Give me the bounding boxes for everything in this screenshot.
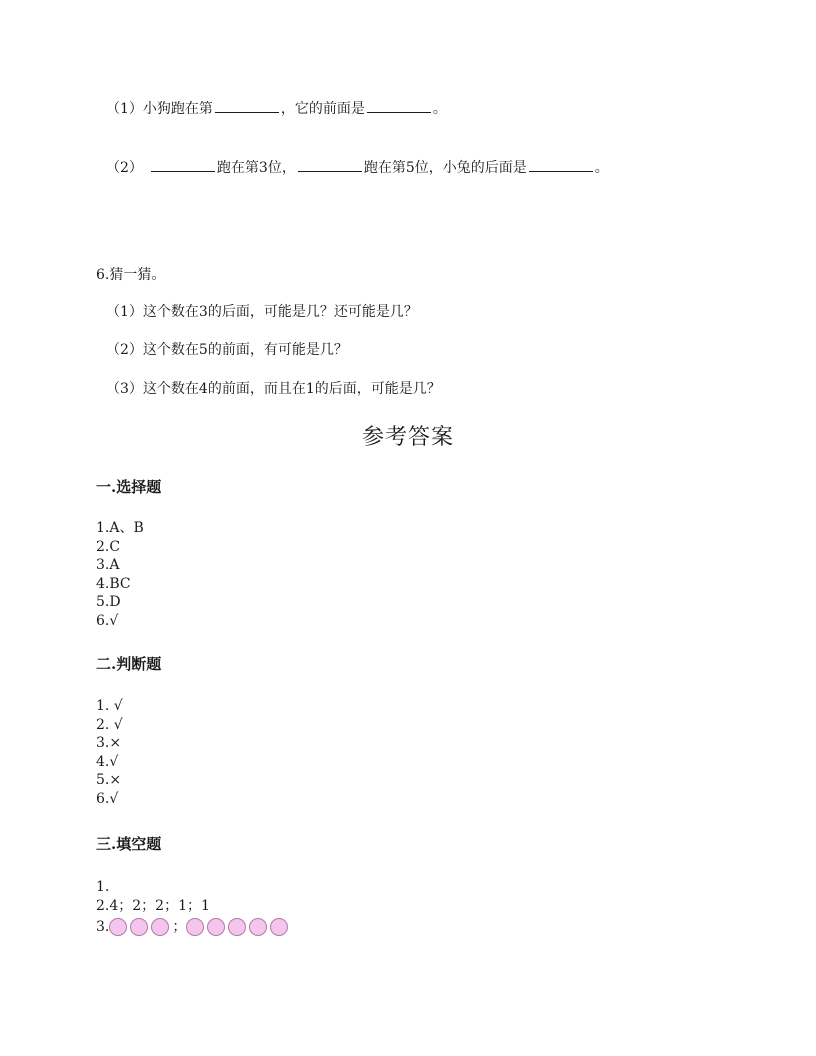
answers-title: 参考答案 [361,425,454,450]
q6-item-1 [106,303,418,321]
q5-item-2-text-c: 。 [594,160,609,176]
q5-item-1-text-a: 小狗跑在第 [142,101,213,117]
circle-icon [270,918,288,936]
q6-item-3 [106,380,441,398]
answer-blank[interactable] [151,157,215,172]
circle-icon [109,918,127,936]
list-item: 3.A [96,557,120,573]
q5-item-1 [106,98,447,118]
q5-item-1-text-b: ，它的前面是 [280,101,365,117]
answer-blank[interactable] [215,98,279,113]
list-item: 2. √ [96,716,123,733]
fill-answer-3-separator: ； [172,919,187,935]
q6-item-3-text: 这个数在4的前面，而且在1的后面，可能是几？ [142,381,441,397]
q6-item-3-number: （3） [106,381,143,397]
circle-icon [228,918,246,936]
q6-item-2-number: （2） [106,342,143,358]
q5-item-1-text-c: 。 [432,101,447,117]
list-item: 4.√ [96,753,119,770]
circle-icon [207,918,225,936]
list-item: 1.A、B [96,520,144,536]
q5-item-2-text-a: 跑在第3位， [216,160,296,176]
circle-group-right [186,918,291,936]
list-item: 6.√ [96,790,119,807]
q6-item-1-number: （1） [106,304,143,320]
circle-group-left [109,918,172,936]
q5-item-2-number: （2） [106,160,143,176]
choice-answer-list [96,519,144,630]
section-heading-judge: 二.判断题 [96,655,162,673]
circle-icon [151,918,169,936]
q6-title: 6.猜一猜。 [96,267,166,283]
circle-icon [186,918,204,936]
q6-item-2 [106,341,348,359]
section-heading-choice: 一.选择题 [96,478,162,496]
list-item: 1. √ [96,698,123,714]
circle-icon [249,918,267,936]
section-heading-fill: 三.填空题 [96,835,162,853]
answer-blank[interactable] [367,98,431,113]
list-item: 5.× [96,772,122,788]
list-item: 4.BC [96,575,131,592]
q5-item-1-number: （1） [106,101,143,117]
circle-icon [130,918,148,936]
q6-item-2-text: 这个数在5的前面，有可能是几？ [142,342,348,358]
list-item: 6.√ [96,612,119,629]
judge-answer-list [96,697,123,808]
fill-answer-1: 1. [96,879,110,895]
q6-item-1-text: 这个数在3的后面，可能是几？还可能是几？ [142,304,418,320]
answer-blank[interactable] [298,157,362,172]
q5-item-2 [106,157,609,177]
fill-answer-2: 2.4；2；2；1；1 [96,898,210,914]
answer-blank[interactable] [529,157,593,172]
q5-item-2-text-b: 跑在第5位，小兔的后面是 [363,160,527,176]
list-item: 2.C [96,538,121,555]
fill-answer-3 [96,918,291,937]
fill-answer-3-prefix: 3. [96,919,110,935]
list-item: 5.D [96,594,121,610]
list-item: 3.× [96,735,122,751]
